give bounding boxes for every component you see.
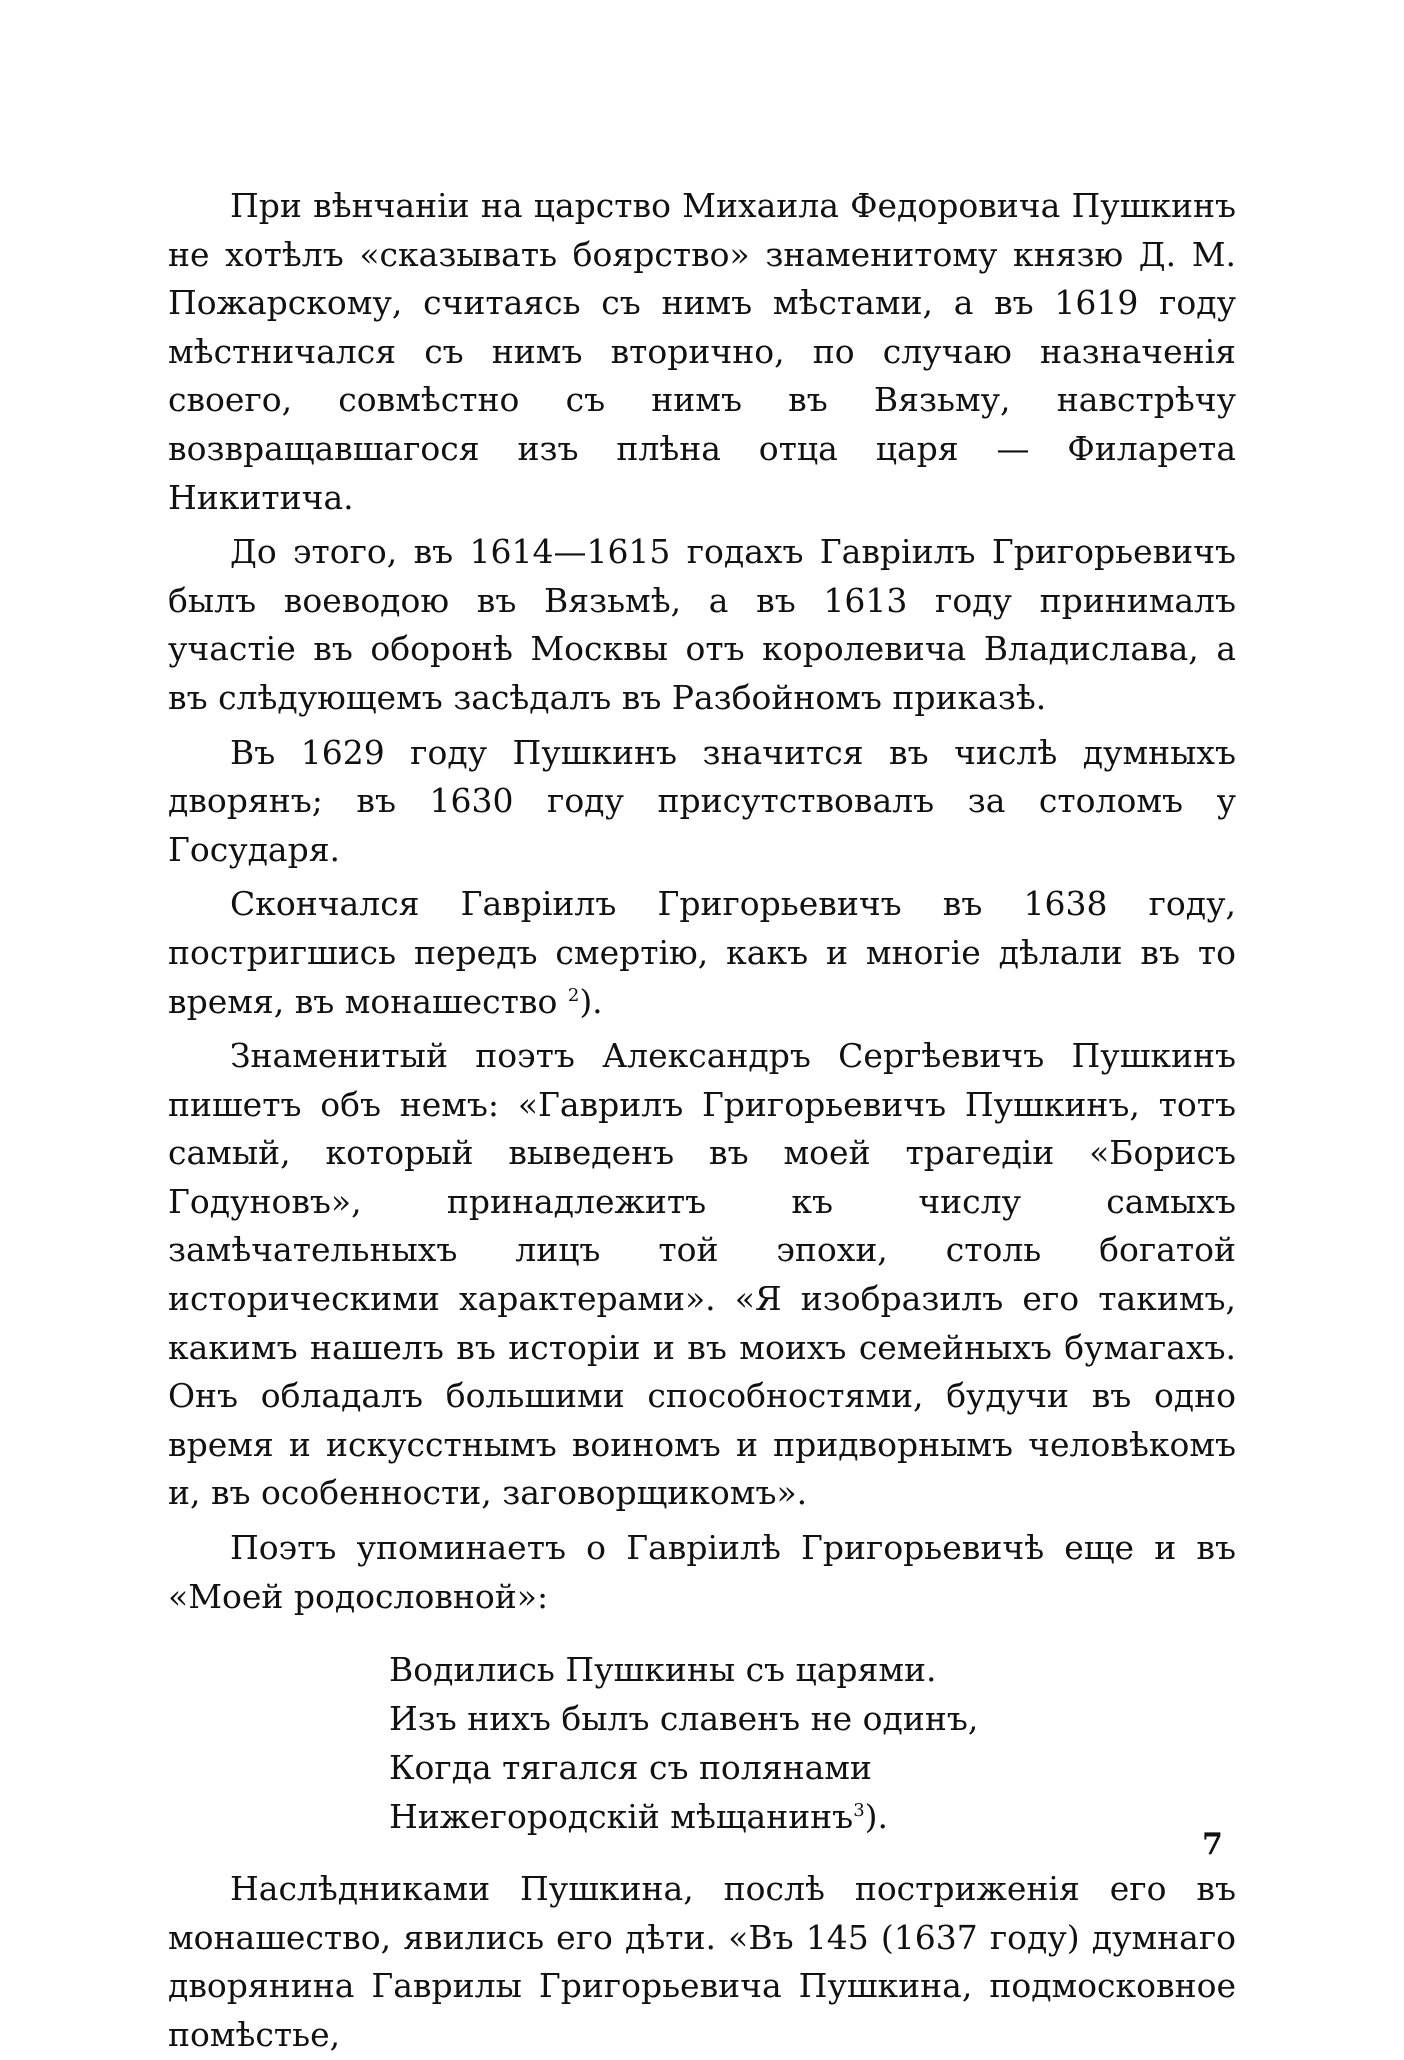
paragraph-heirs: Наслѣдниками Пушкина, послѣ постриженія его въ монашество, явились его дѣти. «Въ 145 (1637 году) думнаго дворянина Гаврилы Григорьевича Пушкина, подмосковное помѣстье, (168, 1869, 1236, 2054)
paragraph-death-tail: ). (579, 981, 603, 1021)
footnote-ref-3: 3 (853, 1800, 865, 1822)
poem-line: Когда тягался съ полянами (389, 1748, 872, 1788)
paragraph-duma-noble: Въ 1629 году Пушкинъ значится въ числѣ думныхъ дворянъ; въ 1630 году присутствовалъ за столомъ у Государя. (168, 732, 1236, 869)
poem-last-text: Нижегородскій мѣщанинъ (389, 1797, 854, 1837)
body-text (168, 182, 1236, 2060)
paragraph-coronation: При вѣнчаніи на царство Михаила Федоровича Пушкинъ не хотѣлъ «сказывать боярство» знаменитому князю Д. М. Пожарскому, считаясь съ нимъ мѣстами, а въ 1619 году мѣстничался съ нимъ вторично, по случаю назначенія своего, совмѣстно съ нимъ въ Вязьму, навстрѣчу возвращавшагося изъ плѣна отца царя — Филарета Никитича. (168, 186, 1236, 517)
poem-line: Водились Пушкины съ царями. (389, 1650, 937, 1690)
poem-excerpt (389, 1645, 1236, 1841)
page-number: 7 (1202, 1827, 1223, 1862)
paragraph-death (168, 880, 1236, 1026)
footnote-ref-2: 2 (567, 984, 580, 1006)
poem-last-tail: ). (864, 1797, 889, 1837)
paragraph-death-text: Скончался Гавріилъ Григорьевичъ въ 1638 году, постригшись передъ смертію, какъ и многіе дѣлали въ то время, въ монашество (168, 884, 1236, 1021)
paragraph-voivode: До этого, въ 1614—1615 годахъ Гавріилъ Григорьевичъ былъ воеводою въ Вязьмѣ, а въ 1613 году принималъ участіе въ оборонѣ Москвы отъ королевича Владислава, а въ слѣдующемъ засѣдалъ въ Разбойномъ приказѣ. (168, 532, 1236, 717)
paragraph-genealogy-intro: Поэтъ упоминаетъ о Гавріилѣ Григорьевичѣ еще и въ «Моей родословной»: (168, 1528, 1236, 1616)
poem-line: Изъ нихъ былъ славенъ не одинъ, (389, 1699, 979, 1739)
poem-line-last (389, 1792, 1236, 1841)
paragraph-poet-quote: Знаменитый поэтъ Александръ Сергѣевичъ Пушкинъ пишетъ объ немъ: «Гаврилъ Григорьевичъ Пушкинъ, тотъ самый, который выведенъ въ моей трагедіи «Борисъ Годуновъ», принадлежитъ къ числу самыхъ замѣчательныхъ лицъ той эпохи, столь богатой историческими характерами». «Я изобразилъ его такимъ, какимъ нашелъ въ исторіи и въ моихъ семейныхъ бумагахъ. Онъ обладалъ большими способностями, будучи въ одно время и искусстнымъ воиномъ и придворнымъ человѣкомъ и, въ особенности, заговорщикомъ». (168, 1036, 1236, 1513)
